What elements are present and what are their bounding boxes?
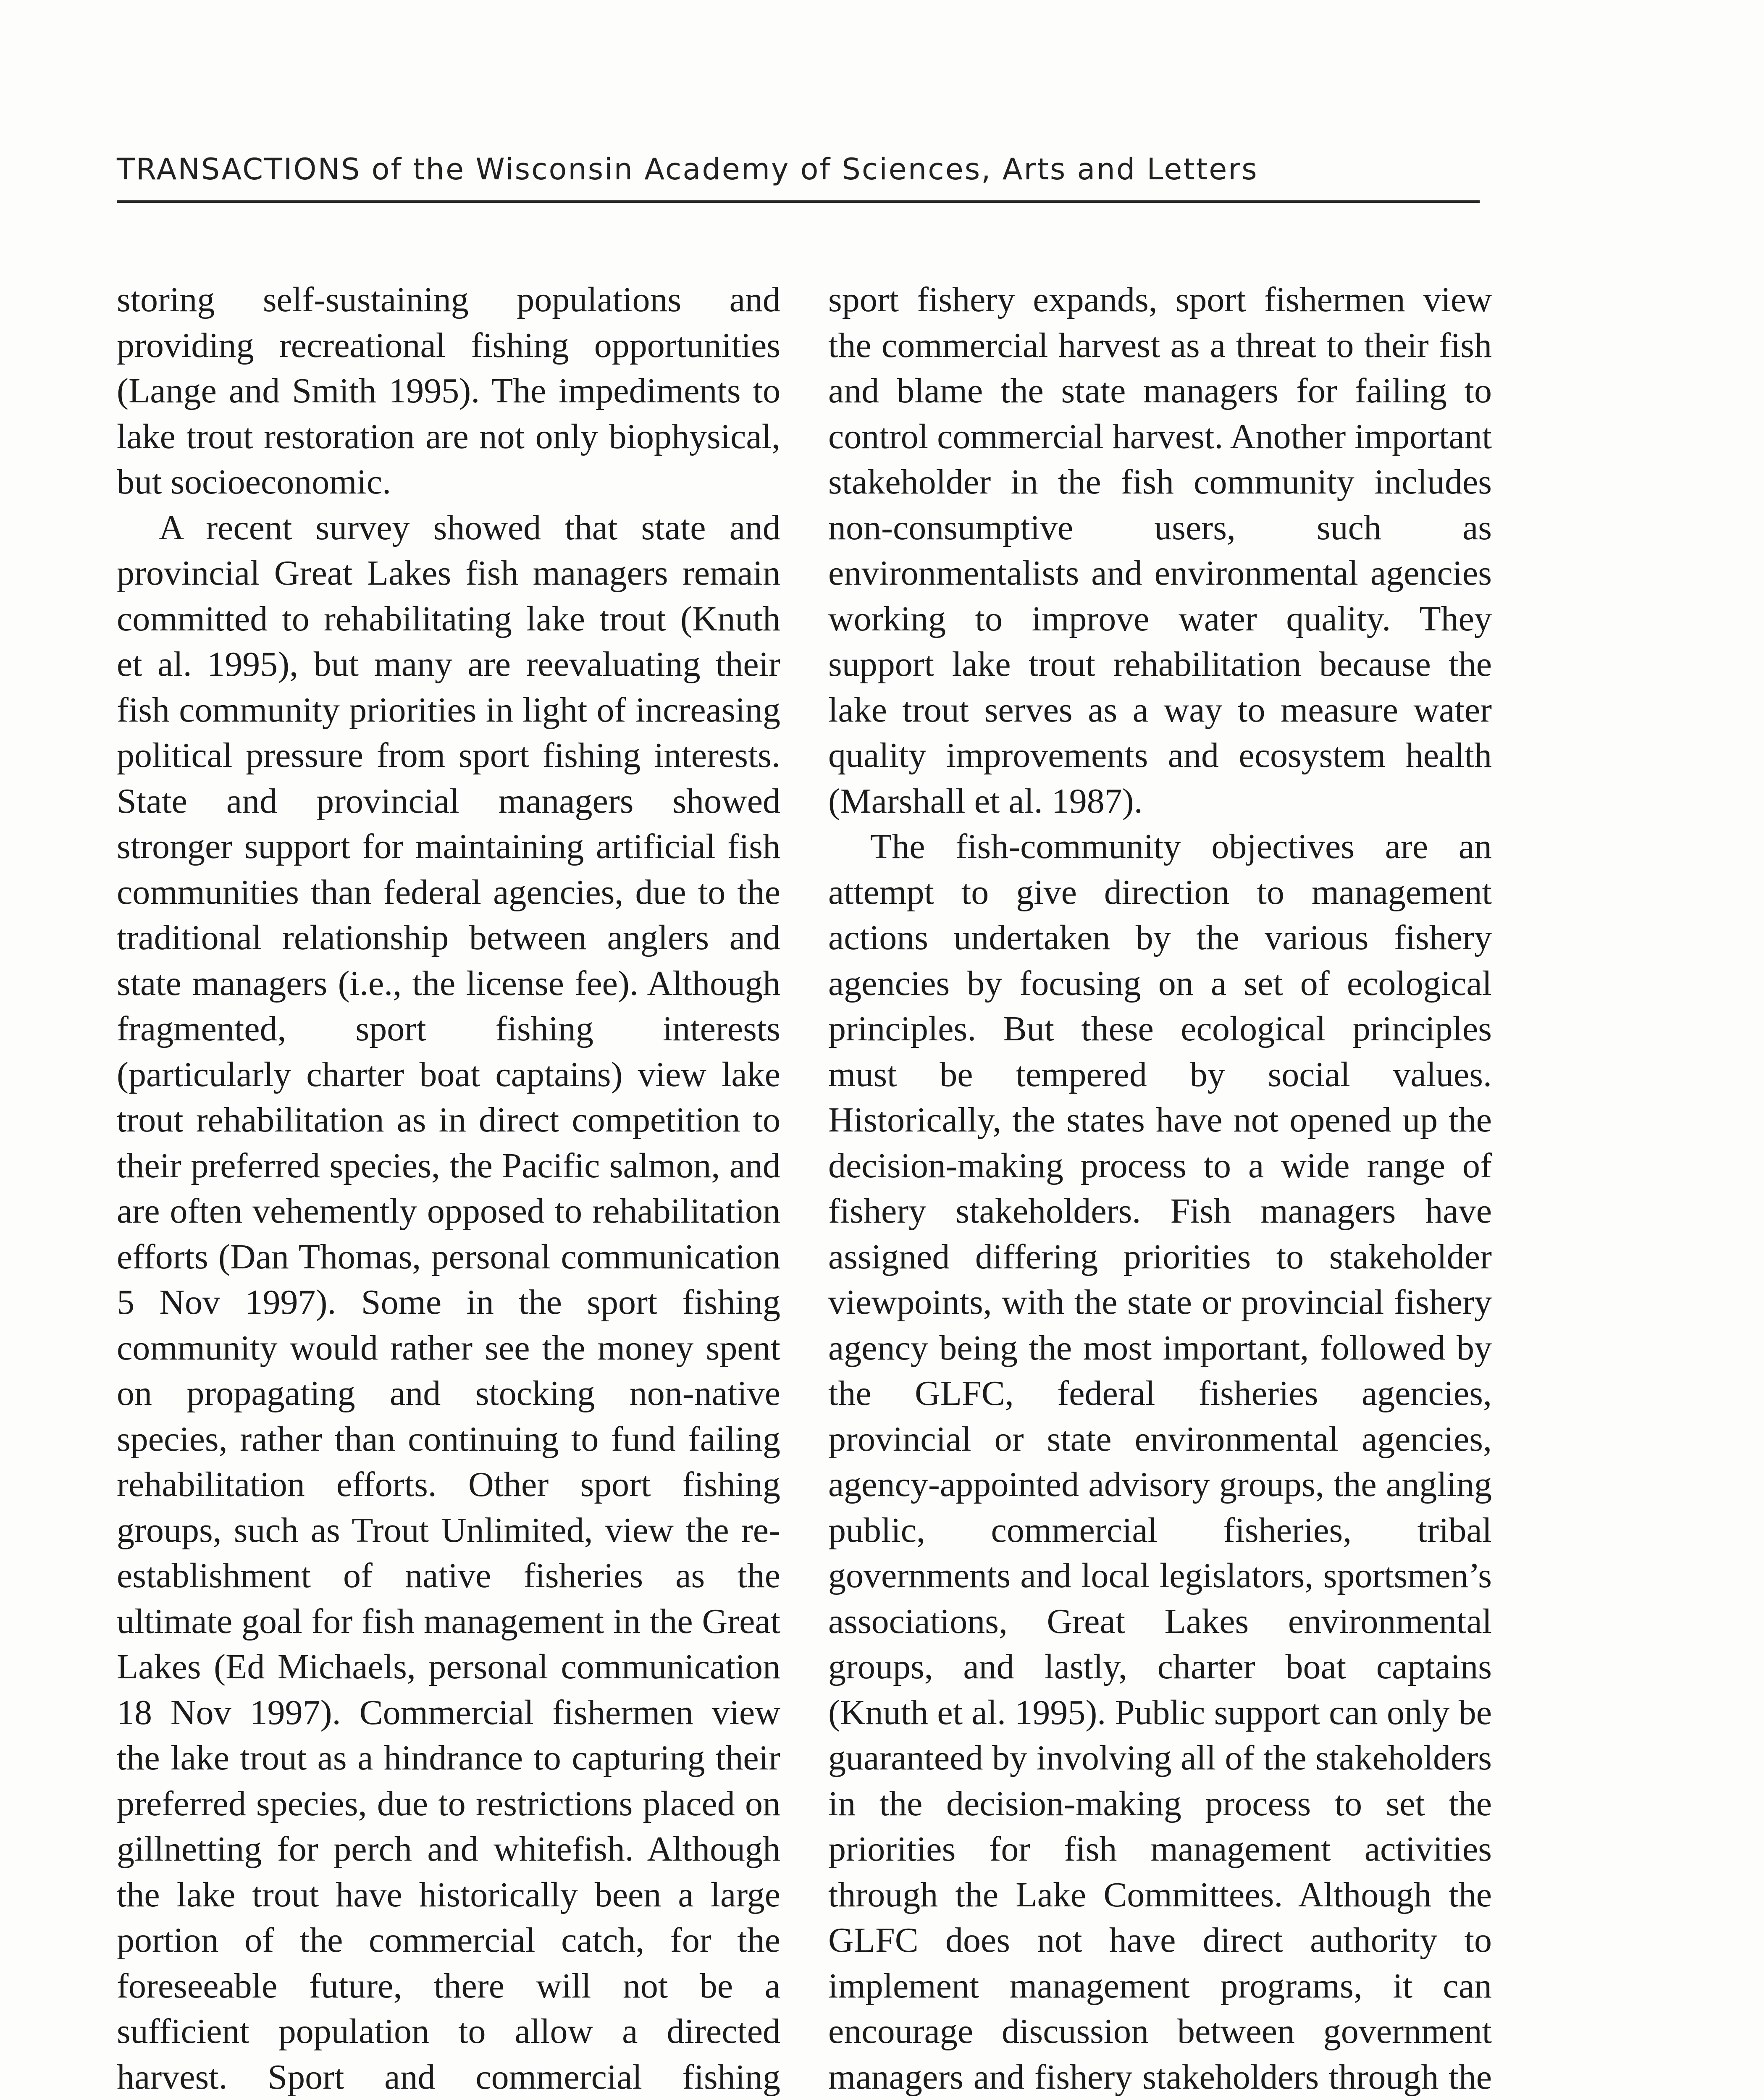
- right-column: [828, 277, 1492, 2100]
- left-paragraph-2: A recent survey showed that state and provincial Great Lakes fish managers remain committed to rehabilitating lake trout (Knuth et al. 1995), but many are reevaluating their fish community priorities in light of increasing political pressure from sport fishing interests. State and provincial managers showed stronger support for maintaining artificial fish communities than federal agencies, due to the traditional relationship between anglers and state managers (i.e., the license fee). Although fragmented, sport fishing interests (particularly charter boat captains) view lake trout rehabilitation as in direct competition to their preferred species, the Pacific salmon, and are often vehemently opposed to rehabilitation efforts (Dan Thomas, personal communication 5 Nov 1997). Some in the sport fishing community would rather see the money spent on propagating and stocking non-native species, rather than continuing to fund failing rehabilitation efforts. Other sport fishing groups, such as Trout Unlimited, view the re-establishment of native fisheries as the ultimate goal for fish management in the Great Lakes (Ed Michaels, personal communication 18 Nov 1997). Commercial fishermen view the lake trout as a hindrance to capturing their preferred species, due to restrictions placed on gillnetting for perch and whitefish. Although the lake trout have historically been a large portion of the commercial catch, for the foreseeable future, there will not be a sufficient population to allow a directed harvest. Sport and commercial fishing: [117, 508, 780, 2097]
- right-paragraph-2: The fish-community objectives are an attempt to give direction to management actions undertaken by the various fishery agencies by focusing on a set of ecological principles. But these ecological principles must be tempered by social values. Historically, the states have not opened up the decision-making process to a wide range of fishery stakeholders. Fish managers have assigned differing priorities to stakeholder viewpoints, with the state or provincial fishery agency being the most important, followed by the GLFC, federal fisheries agencies, provincial or state environmental agencies, agency-appointed advisory groups, the angling public, commercial fisheries, tribal governments and local legislators, sportsmen’s associations, Great Lakes environmental groups, and lastly, charter boat captains (Knuth et al. 1995). Public support can only be guaranteed by involving all of the stakeholders in the decision-making process to set the priorities for fish management activities through the Lake Committees. Although the GLFC does not have direct authority to implement management programs, it can encourage discussion between government managers and fishery stakeholders through the: [828, 827, 1492, 2097]
- header-rule: [117, 200, 1480, 203]
- right-paragraph-1: sport fishery expands, sport fishermen view the commercial harvest as a threat to their fish and blame the state managers for failing to control commercial harvest. Another important stakeholder in the fish community includes non-consumptive users, such as environmentalists and environmental agencies working to improve water quality. They support lake trout rehabilitation because the lake trout serves as a way to measure water quality improvements and ecosystem health (Marshall et al. 1987).: [828, 280, 1492, 821]
- running-head: TRANSACTIONS of the Wisconsin Academy of Sciences, Arts and Letters: [117, 152, 1258, 186]
- left-paragraph-1: storing self-sustaining populations and providing recreational fishing opportunities (Lange and Smith 1995). The impediments to lake trout restoration are not only biophysical, but socioeconomic.: [117, 280, 780, 501]
- left-column: [117, 277, 780, 2100]
